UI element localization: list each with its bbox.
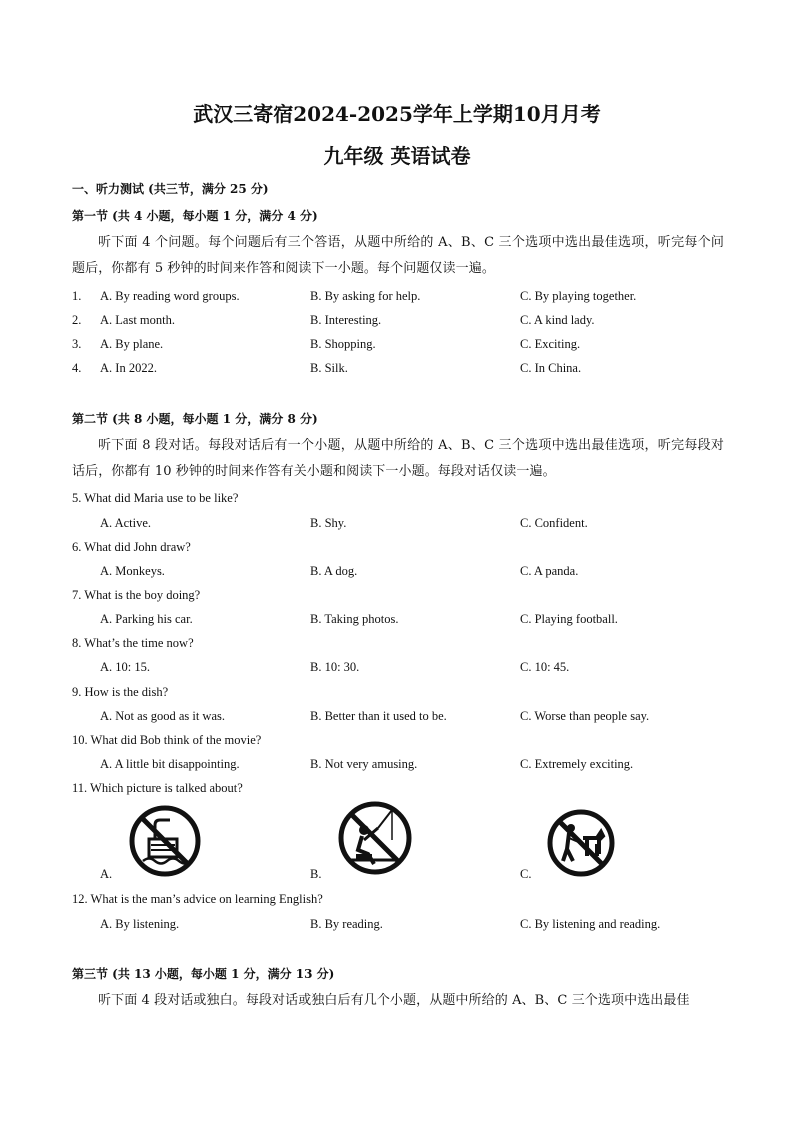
option-a: A. A little bit disappointing. [100, 757, 240, 771]
option-c: C. In China. [520, 361, 582, 375]
option-c: C. By playing together. [520, 289, 637, 303]
option-c: C. [520, 867, 532, 881]
option-a: A. 10: 15. [100, 660, 150, 674]
option-c: C. 10: 45. [520, 660, 570, 674]
option-c: C. Worse than people say. [520, 709, 650, 723]
question-text: 12. What is the man’s advice on learning English? [72, 892, 323, 906]
option-b: B. A dog. [310, 564, 358, 578]
option-c: C. By listening and reading. [520, 917, 661, 931]
option-a: A. In 2022. [100, 361, 157, 375]
question-number: 1. [72, 289, 82, 303]
option-c: C. Playing football. [520, 612, 618, 626]
section1-heading: 第一节 (共 4 小题，每小题 1 分，满分 4 分) [72, 209, 318, 223]
question-number: 3. [72, 337, 82, 351]
question-text: 7. What is the boy doing? [72, 588, 201, 602]
no-swimming-sign-icon [127, 805, 203, 877]
option-b: B. Shy. [310, 516, 347, 530]
question-text: 11. Which picture is talked about? [72, 781, 243, 795]
option-b: B. By asking for help. [310, 289, 421, 303]
section2-instructions: 听下面 8 段对话。每段对话后有一个小题，从题中所给的 A、B、C 三个选项中选出最佳选项，听完每段对话后，你都有 10 秒钟的时间来作答有关小题和阅读下一小题。每段对话仅读一遍。 [72, 438, 724, 479]
option-b: B. Interesting. [310, 313, 382, 327]
option-b: B. Silk. [310, 361, 348, 375]
question-number: 2. [72, 313, 82, 327]
option-a: A. By listening. [100, 917, 180, 931]
option-c: C. Extremely exciting. [520, 757, 634, 771]
option-b: B. 10: 30. [310, 660, 360, 674]
question-text: 5. What did Maria use to be like? [72, 491, 239, 505]
option-a: A. Last month. [100, 313, 175, 327]
section3-heading: 第三节 (共 13 小题，每小题 1 分，满分 13 分) [72, 967, 335, 981]
part1-heading: 一、听力测试 (共三节，满分 25 分) [72, 182, 269, 196]
option-a: A. [100, 867, 113, 881]
option-a: A. Not as good as it was. [100, 709, 225, 723]
question-text: 10. What did Bob think of the movie? [72, 733, 262, 747]
option-b: B. Shopping. [310, 337, 376, 351]
option-b: B. By reading. [310, 917, 383, 931]
option-b: B. Taking photos. [310, 612, 399, 626]
option-a: A. By plane. [100, 337, 164, 351]
option-b: B. [310, 867, 322, 881]
question-text: 9. How is the dish? [72, 685, 169, 699]
question-text: 6. What did John draw? [72, 540, 191, 554]
option-c: C. A panda. [520, 564, 579, 578]
option-a: A. Parking his car. [100, 612, 193, 626]
section3-instructions: 听下面 4 段对话或独白。每段对话或独白后有几个小题，从题中所给的 A、B、C 三个选项中选出最佳 [98, 993, 690, 1008]
option-a: A. Active. [100, 516, 152, 530]
exam-title: 武汉三寄宿2024-2025学年上学期10月月考 [193, 102, 601, 126]
section2-heading: 第二节 (共 8 小题，每小题 1 分，满分 8 分) [72, 412, 318, 426]
option-a: A. Monkeys. [100, 564, 165, 578]
no-fishing-sign-icon [336, 800, 414, 876]
option-c: C. Exciting. [520, 337, 581, 351]
option-b: B. Not very amusing. [310, 757, 418, 771]
option-b: B. Better than it used to be. [310, 709, 447, 723]
exam-subtitle: 九年级 英语试卷 [323, 144, 471, 168]
option-a: A. By reading word groups. [100, 289, 240, 303]
option-c: C. Confident. [520, 516, 588, 530]
question-number: 4. [72, 361, 82, 375]
question-text: 8. What’s the time now? [72, 636, 194, 650]
option-c: C. A kind lady. [520, 313, 595, 327]
section1-instructions: 听下面 4 个问题。每个问题后有三个答语，从题中所给的 A、B、C 三个选项中选出最佳选项，听完每个问题后，你都有 5 秒钟的时间来作答和阅读下一小题。每个问题仅读一遍。 [72, 235, 724, 276]
no-dogs-sign-icon [545, 808, 617, 878]
